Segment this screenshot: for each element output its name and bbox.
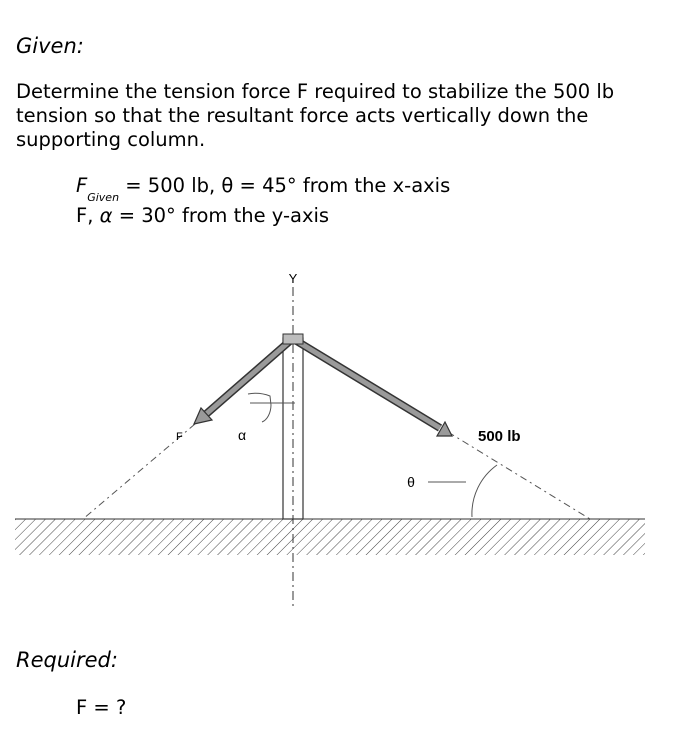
given-heading: Given: xyxy=(16,34,84,58)
alpha-label: α xyxy=(237,427,247,443)
cable-500 xyxy=(295,340,440,428)
ground-hatch xyxy=(15,519,645,555)
cable-f xyxy=(205,340,291,415)
y-axis-label: Y xyxy=(288,271,298,286)
given-force-value: = 500 lb, θ = 45° from the x-axis xyxy=(125,174,451,197)
load-line-extension xyxy=(448,432,590,519)
column-cap xyxy=(283,334,303,344)
force-subscript: Given xyxy=(87,191,120,204)
force-500-label: 500 lb xyxy=(478,428,521,445)
theta-label: θ xyxy=(407,474,415,490)
force-f-label: F xyxy=(176,431,183,443)
alpha-arc xyxy=(248,393,271,422)
required-answer: F = ? xyxy=(76,696,127,719)
alpha-symbol: α xyxy=(99,204,113,227)
problem-statement: Determine the tension force F required to stabilize the 500 lb tension so that the resultant force acts vertically down the supporting column. xyxy=(16,80,615,151)
unknown-force-symbol: F, xyxy=(76,204,94,227)
theta-arc xyxy=(472,465,497,517)
required-heading: Required: xyxy=(16,648,118,672)
force-symbol: F xyxy=(76,174,88,197)
alpha-value: = 30° from the y-axis xyxy=(118,204,330,227)
